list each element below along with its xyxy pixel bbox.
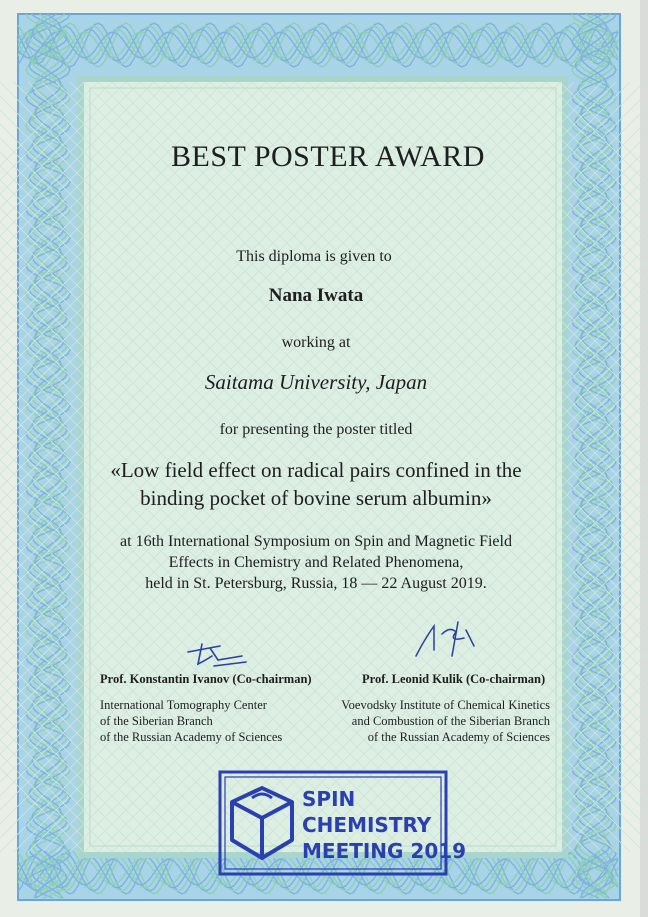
award-title: BEST POSTER AWARD — [171, 140, 485, 173]
institution-line: of the Siberian Branch — [100, 714, 213, 728]
presenting-text: for presenting the poster titled — [219, 421, 413, 438]
signature-ivanov — [184, 638, 254, 672]
signatory-name-right: Prof. Leonid Kulik (Co-chairman) — [362, 672, 546, 686]
stamp-cube-icon — [232, 788, 292, 858]
stamp-text-line: CHEMISTRY — [302, 813, 432, 837]
institution-right — [332, 697, 550, 745]
event-description — [0, 531, 636, 594]
spin-chemistry-stamp — [218, 770, 467, 876]
affiliation: Saitama University, Japan — [204, 370, 428, 394]
poster-title-line: binding pocket of bovine serum albumin» — [140, 486, 492, 510]
institution-line: and Combustion of the Siberian Branch — [351, 714, 550, 728]
institution-line: of the Russian Academy of Sciences — [100, 730, 283, 744]
signatory-name-left: Prof. Konstantin Ivanov (Co-chairman) — [100, 672, 312, 686]
poster-title — [0, 456, 636, 512]
event-line: at 16th International Symposium on Spin and Magnetic Field — [120, 533, 512, 550]
event-line: held in St. Petersburg, Russia, 18 — 22 August 2019. — [145, 575, 487, 592]
stamp-text-line: SPIN — [302, 787, 356, 811]
given-to-text: This diploma is given to — [236, 248, 392, 265]
institution-line: Voevodsky Institute of Chemical Kinetics — [341, 698, 550, 712]
recipient-name: Nana Iwata — [268, 285, 364, 306]
institution-line: of the Russian Academy of Sciences — [367, 730, 550, 744]
signature-kulik — [408, 616, 486, 664]
stamp-text-line: MEETING 2019 — [302, 839, 467, 863]
working-at-text: working at — [281, 334, 351, 351]
institution-left — [100, 697, 282, 745]
institution-line: International Tomography Center — [100, 698, 267, 712]
event-line: Effects in Chemistry and Related Phenomena, — [168, 554, 464, 571]
poster-title-line: «Low field effect on radical pairs confined in the — [110, 458, 522, 482]
